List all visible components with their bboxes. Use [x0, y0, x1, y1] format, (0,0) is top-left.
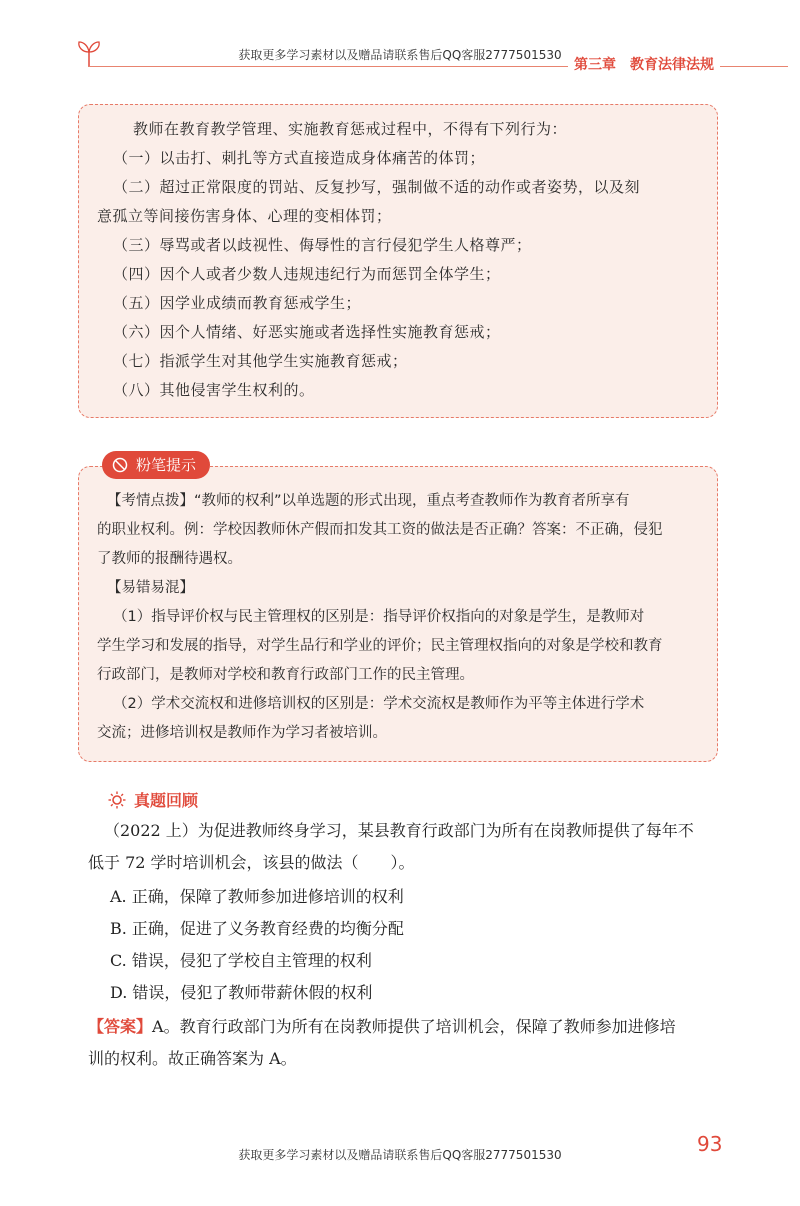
answer-text: A。教育行政部门为所有在岗教师提供了培训机会，保障了教师参加进修培 [152, 1017, 676, 1036]
prohibit-icon [112, 457, 128, 473]
rule-line: （二）超过正常限度的罚站、反复抄写，强制做不适的动作或者姿势，以及刻 [113, 178, 641, 196]
rule-line: （一）以击打、刺扎等方式直接造成身体痛苦的体罚； [113, 149, 486, 167]
tip-line: 了教师的报酬待遇权。 [97, 551, 242, 567]
rule-line: （七）指派学生对其他学生实施教育惩戒； [113, 352, 408, 370]
rule-box [78, 104, 718, 418]
rule-line: （五）因学业成绩而教育惩戒学生； [113, 294, 362, 312]
footer-note: 获取更多学习素材以及赠品请联系售后QQ客服2777501530 [238, 1148, 562, 1162]
question-line: 低于 72 学时培训机会，该县的做法（ ）。 [88, 853, 415, 872]
rule-line: （八）其他侵害学生权利的。 [113, 381, 315, 399]
option-d: D. 错误，侵犯了教师带薪休假的权利 [110, 983, 373, 1002]
option-c: C. 错误，侵犯了学校自主管理的权利 [110, 951, 372, 970]
tip-line: 【易错易混】 [107, 580, 194, 596]
section-title-text: 真题回顾 [134, 791, 199, 810]
tip-line: 【考情点拨】“教师的权利”以单选题的形式出现，重点考查教师作为教育者所享有 [107, 493, 630, 509]
tip-box [78, 466, 718, 762]
rule-line: （四）因个人或者少数人违规违纪行为而惩罚全体学生； [113, 265, 501, 283]
rule-line: 意孤立等间接伤害身体、心理的变相体罚； [97, 207, 392, 225]
tip-tab [102, 451, 210, 479]
rule-line: 教师在教育教学管理、实施教育惩戒过程中，不得有下列行为： [133, 120, 568, 138]
tip-line: （1）指导评价权与民主管理权的区别是：指导评价权指向的对象是学生，是教师对 [113, 609, 645, 625]
option-b: B. 正确，促进了义务教育经费的均衡分配 [110, 919, 404, 938]
tip-line: （2）学术交流权和进修培训权的区别是：学术交流权是教师作为平等主体进行学术 [113, 696, 645, 712]
question-line: （2022 上）为促进教师终身学习，某县教育行政部门为所有在岗教师提供了每年不 [104, 821, 694, 840]
header-note: 获取更多学习素材以及赠品请联系售后QQ客服2777501530 [238, 48, 562, 62]
tip-line: 行政部门，是教师对学校和教育行政部门工作的民主管理。 [97, 667, 474, 683]
answer-line [88, 1016, 676, 1038]
section-title [108, 788, 198, 811]
tip-line: 的职业权利。例：学校因教师休产假而扣发其工资的做法是否正确？答案：不正确，侵犯 [97, 522, 663, 538]
answer-line-2: 训的权利。故正确答案为 A。 [88, 1049, 297, 1068]
tip-line: 交流；进修培训权是教师作为学习者被培训。 [97, 725, 387, 741]
tip-tab-label: 粉笔提示 [136, 456, 197, 474]
page-number: 93 [697, 1132, 723, 1156]
option-a: A. 正确，保障了教师参加进修培训的权利 [110, 887, 404, 906]
rule-line: （六）因个人情绪、好恶实施或者选择性实施教育惩戒； [113, 323, 501, 341]
chapter-title: 第三章 教育法律法规 [568, 54, 720, 74]
rule-line: （三）辱骂或者以歧视性、侮辱性的言行侵犯学生人格尊严； [113, 236, 532, 254]
tip-line: 学生学习和发展的指导，对学生品行和学业的评价；民主管理权指向的对象是学校和教育 [97, 638, 663, 654]
answer-label: 【答案】 [88, 1017, 153, 1036]
sun-icon [108, 791, 126, 809]
